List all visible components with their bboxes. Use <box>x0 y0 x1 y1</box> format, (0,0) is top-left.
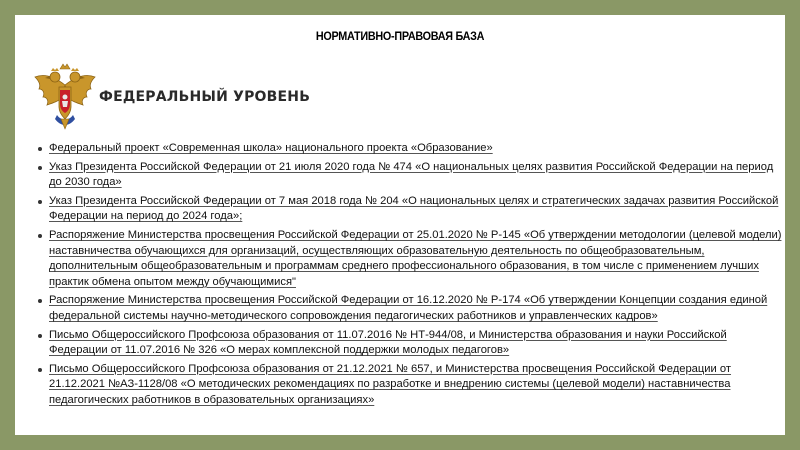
document-link[interactable]: Указ Президента Российской Федерации от 21 июля 2020 года № 474 «О национальных целях развития Российской Федерации на период до 2030 года» <box>49 160 774 189</box>
document-link[interactable]: Распоряжение Министерства просвещения Российской Федерации от 16.12.2020 № Р-174 «Об утверждении Концепции создания единой федеральной системы научно-методического сопровождения педагогических работников и управленческих кадров» <box>49 294 768 322</box>
document-link[interactable]: Письмо Общероссийского Профсоюза образования от 11.07.2016 № НТ-944/08, и Министерства образования и науки Российской Федерации от 11.07.2016 № 326 «О мерах комплексной поддержки молодых педагогов» <box>49 328 727 357</box>
document-link[interactable]: Федеральный проект «Современная школа» национального проекта «Образование» <box>49 142 493 154</box>
document-link[interactable]: Указ Президента Российской Федерации от 7 мая 2018 года № 204 «О национальных целях и стратегических задачах развития Российской Федерации на период до 2024 года»; <box>49 194 779 223</box>
list-item <box>49 141 784 157</box>
list-item <box>49 293 784 324</box>
list-item <box>49 328 784 359</box>
list-item <box>49 362 784 409</box>
document-list <box>37 141 784 412</box>
list-item <box>49 228 784 290</box>
double-headed-eagle-emblem-icon <box>33 63 97 131</box>
slide <box>15 15 785 435</box>
list-item <box>49 194 784 225</box>
list-item <box>49 160 784 191</box>
page-title: НОРМАТИВНО-ПРАВОВАЯ БАЗА <box>315 29 485 43</box>
document-link[interactable]: Распоряжение Министерства просвещения Российской Федерации от 25.01.2020 № Р-145 «Об утверждении методологии (целевой модели) наставничества обучающихся для организаций, осуществляющих образовательную деятельность по общеобразовательным, дополнительным общеобразовательным и программам среднего профессионального образования, в том числе с применением лучших практик обмена опытом между обучающимися" <box>49 228 782 288</box>
document-link[interactable]: Письмо Общероссийского Профсоюза образования от 21.12.2021 № 657, и Министерства просвещения Российской Федерации от 21.12.2021 №АЗ-1128/08 «О методических рекомендациях по разработке и внедрению системы (целевой модели) наставничества педагогических работников в образовательных организациях» <box>49 362 732 406</box>
section-heading: ФЕДЕРАЛЬНЫЙ УРОВЕНЬ <box>99 89 311 105</box>
